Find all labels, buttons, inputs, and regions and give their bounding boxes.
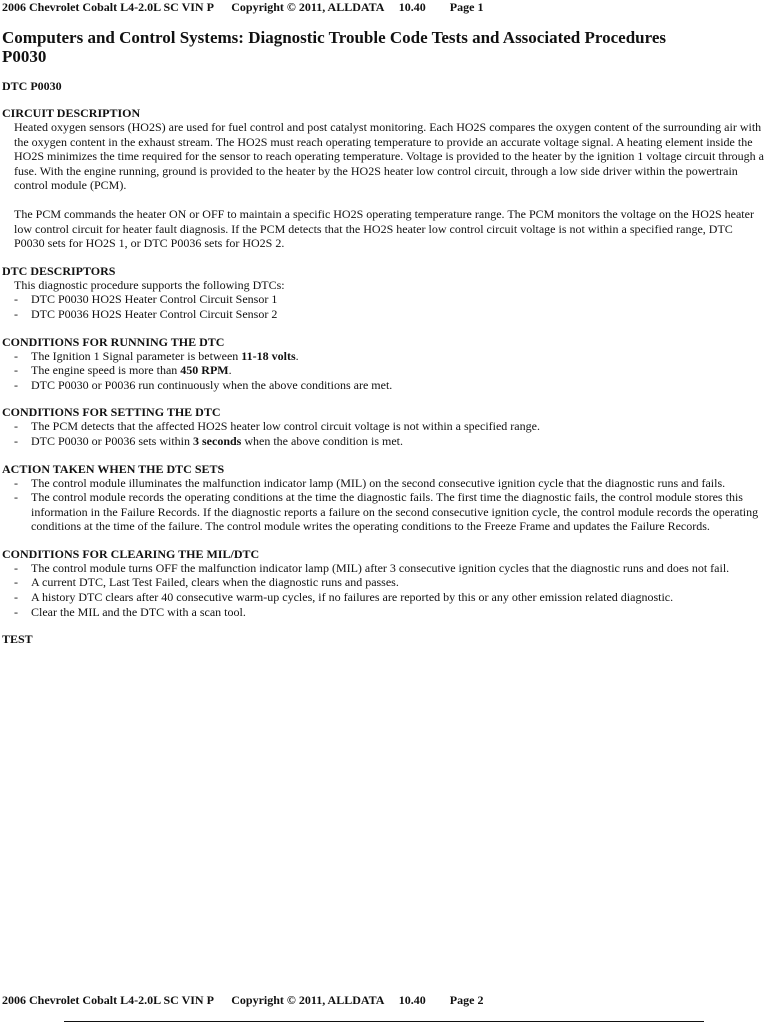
list-item: - The control module records the operating conditions at the time the diagnostic fails. The first time the diagnostic fails, the control module stores this information in the Failure Records. If the diagnostic reports a failure on the second consecutive ignition cycle, the control module records the operating conditions at the time of the failure. The control module writes the operating conditions to the Freeze Frame and updates the Failure Records. bbox=[2, 490, 766, 534]
page-title bbox=[2, 28, 766, 66]
list-item: - The control module illuminates the malfunction indicator lamp (MIL) on the second consecutive ignition cycle that the diagnostic runs and fails. bbox=[2, 476, 766, 491]
running-conditions-heading: CONDITIONS FOR RUNNING THE DTC bbox=[2, 334, 225, 349]
header-page: Page 1 bbox=[449, 0, 484, 14]
header-version: 10.40 bbox=[398, 0, 426, 14]
page-header bbox=[2, 0, 483, 14]
page-title-line-2: P0030 bbox=[2, 47, 47, 66]
action-taken-list bbox=[2, 476, 766, 534]
circuit-description-paragraph-2: The PCM commands the heater ON or OFF to maintain a specific HO2S operating temperature range. The PCM monitors the voltage on the HO2S heater low control circuit for heater fault diagnosis. If the PCM detects that the HO2S heater low control circuit voltage is not within a specified range, DTC P0030 sets for HO2S 1, or DTC P0036 sets for HO2S 2. bbox=[14, 206, 754, 251]
clearing-conditions-heading: CONDITIONS FOR CLEARING THE MIL/DTC bbox=[2, 546, 260, 561]
header-copyright: Copyright © 2011, ALLDATA bbox=[231, 0, 384, 14]
list-item: - A current DTC, Last Test Failed, clears when the diagnostic runs and passes. bbox=[2, 575, 766, 590]
header-vehicle: 2006 Chevrolet Cobalt L4-2.0L SC VIN P bbox=[2, 993, 214, 1007]
list-item-text: . bbox=[228, 363, 232, 378]
list-item-emphasis: 450 RPM bbox=[180, 363, 229, 378]
list-item: - The PCM detects that the affected HO2S heater low control circuit voltage is not within a specified range. bbox=[2, 419, 766, 434]
list-item-emphasis: 11-18 volts bbox=[241, 348, 296, 363]
setting-conditions-list bbox=[2, 419, 766, 448]
list-item bbox=[2, 434, 766, 449]
clearing-conditions-list bbox=[2, 561, 766, 619]
list-item: - A history DTC clears after 40 consecutive warm-up cycles, if no failures are reported by this or any other emission related diagnostic. bbox=[2, 590, 766, 605]
list-item-text: DTC P0030 or P0036 sets within bbox=[31, 433, 194, 448]
list-item-text: when the above condition is met. bbox=[241, 433, 403, 448]
dtc-descriptors-list bbox=[2, 292, 766, 321]
list-item-text: . bbox=[295, 348, 299, 363]
list-item: - DTC P0036 HO2S Heater Control Circuit Sensor 2 bbox=[2, 307, 766, 322]
dtc-descriptors-intro: This diagnostic procedure supports the following DTCs: bbox=[14, 277, 285, 292]
document-body bbox=[2, 28, 766, 646]
dtc-descriptors-heading: DTC DESCRIPTORS bbox=[2, 263, 116, 278]
dtc-heading: DTC P0030 bbox=[2, 79, 62, 93]
list-item: - DTC P0030 HO2S Heater Control Circuit Sensor 1 bbox=[2, 292, 766, 307]
header-copyright: Copyright © 2011, ALLDATA bbox=[231, 993, 384, 1007]
circuit-description-paragraph-1: Heated oxygen sensors (HO2S) are used for fuel control and post catalyst monitoring. Each HO2S compares the oxygen content of the surrounding air with the oxygen content in the exhaust stream. The HO2S must reach operating temperature to provide an accurate voltage signal. A heating element inside the HO2S minimizes the time required for the sensor to reach operating temperature. Voltage is provided to the heater by the ignition 1 voltage circuit through a fuse. With the engine running, ground is provided to the heater by the HO2S heater low control circuit, through a low side driver within the powertrain control module (PCM). bbox=[14, 120, 765, 193]
list-item-emphasis: 3 seconds bbox=[193, 433, 242, 448]
list-item-text: The engine speed is more than bbox=[31, 363, 181, 378]
horizontal-rule bbox=[64, 1021, 704, 1022]
list-item bbox=[2, 363, 766, 378]
page-footer-header bbox=[2, 993, 483, 1007]
setting-conditions-heading: CONDITIONS FOR SETTING THE DTC bbox=[2, 405, 221, 420]
running-conditions-list bbox=[2, 349, 766, 393]
list-item-text: The Ignition 1 Signal parameter is between bbox=[31, 348, 242, 363]
list-item: - Clear the MIL and the DTC with a scan tool. bbox=[2, 605, 766, 620]
header-page: Page 2 bbox=[449, 993, 484, 1007]
header-vehicle: 2006 Chevrolet Cobalt L4-2.0L SC VIN P bbox=[2, 0, 214, 14]
test-heading: TEST bbox=[2, 632, 33, 647]
list-item: - DTC P0030 or P0036 run continuously when the above conditions are met. bbox=[2, 378, 766, 393]
list-item: - The control module turns OFF the malfunction indicator lamp (MIL) after 3 consecutive ignition cycles that the diagnostic runs and does not fail. bbox=[2, 561, 766, 576]
circuit-description-heading: CIRCUIT DESCRIPTION bbox=[2, 106, 141, 120]
list-item bbox=[2, 349, 766, 364]
action-taken-heading: ACTION TAKEN WHEN THE DTC SETS bbox=[2, 461, 225, 476]
page-title-line-1: Computers and Control Systems: Diagnostic Trouble Code Tests and Associated Procedures bbox=[2, 28, 666, 47]
header-version: 10.40 bbox=[398, 993, 426, 1007]
